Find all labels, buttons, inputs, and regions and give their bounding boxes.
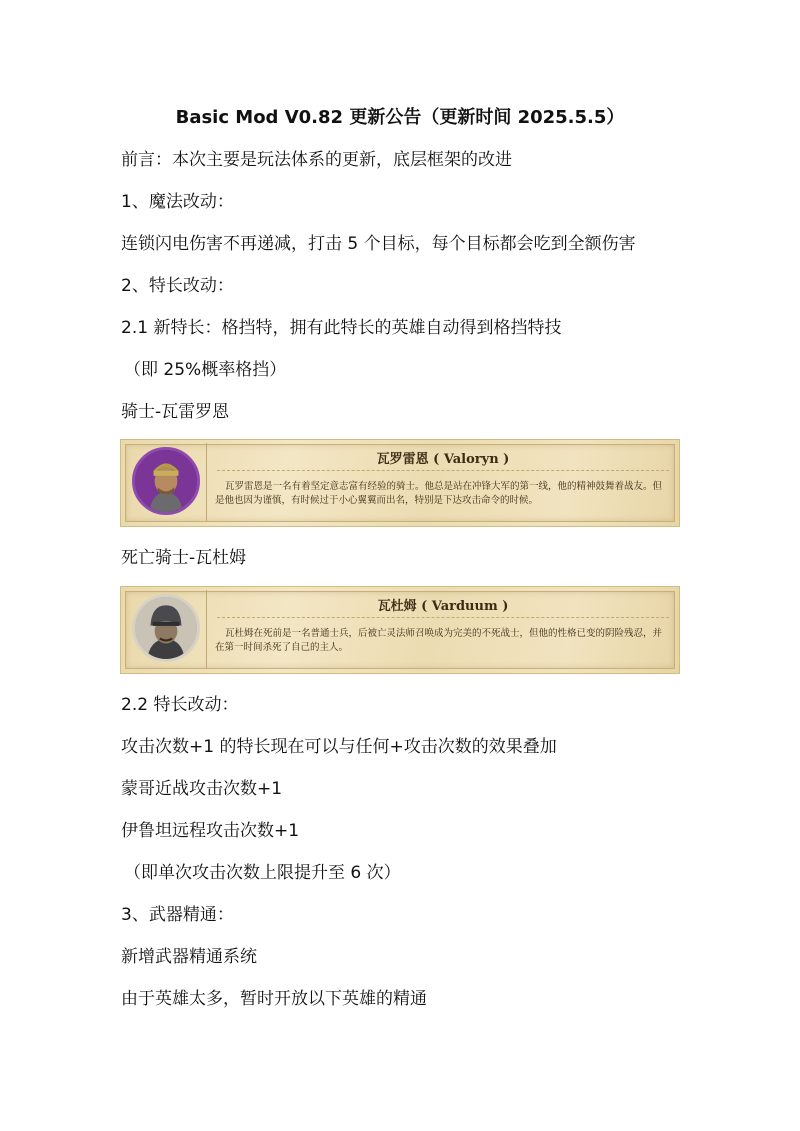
section-2-1-text: 2.1 新特长：格挡特，拥有此特长的英雄自动得到格挡特技 <box>121 318 562 338</box>
death-knight-label: 死亡骑士-瓦杜姆 <box>121 548 247 568</box>
hero-card-valoryn <box>120 439 680 527</box>
section-1-body: 连锁闪电伤害不再递减，打击 5 个目标，每个目标都会吃到全额伤害 <box>121 234 636 254</box>
divider <box>217 470 669 471</box>
mongo-text: 蒙哥近战攻击次数+1 <box>121 779 283 799</box>
section-2-2-note: （即单次攻击次数上限提升至 6 次） <box>124 863 401 883</box>
section-2-2-heading: 2.2 特长改动： <box>121 695 239 715</box>
divider <box>217 617 669 618</box>
death-knight-portrait-icon <box>132 594 200 662</box>
section-3-heading: 3、武器精通： <box>121 905 234 925</box>
portrait-frame <box>124 443 207 521</box>
hero-name: 瓦罗雷恩 ( Valoryn ) <box>376 452 510 467</box>
document-title: Basic Mod V0.82 更新公告（更新时间 2025.5.5） <box>175 107 625 128</box>
section-2-heading: 2、特长改动： <box>121 276 234 296</box>
section-2-2-body: 攻击次数+1 的特长现在可以与任何+攻击次数的效果叠加 <box>121 737 557 757</box>
section-2-1-note: （即 25%概率格挡） <box>124 360 287 380</box>
hero-name: 瓦杜姆 ( Varduum ) <box>377 599 509 614</box>
hero-card-varduum <box>120 586 680 674</box>
knight-portrait-icon <box>132 447 200 515</box>
section-1-heading: 1、魔法改动： <box>121 192 234 212</box>
hero-description: 瓦罗雷恩是一名有着坚定意志富有经验的骑士。他总是站在冲锋大军的第一线，他的精神鼓舞着战友。但是他也因为谨慎，有时候过于小心翼翼而出名，特别是下达攻击命令的时候。 <box>215 481 663 506</box>
iluta-text: 伊鲁坦远程攻击次数+1 <box>121 821 300 841</box>
hero-description: 瓦杜姆在死前是一名普通士兵，后被亡灵法师召唤成为完美的不死战士，但他的性格已变的阴险残忍，并在第一时间杀死了自己的主人。 <box>215 628 663 653</box>
preface-text: 前言：本次主要是玩法体系的更新，底层框架的改进 <box>121 150 512 170</box>
portrait-frame <box>124 590 207 668</box>
section-3-body: 新增武器精通系统 <box>121 947 257 967</box>
knight-label: 骑士-瓦雷罗恩 <box>121 402 230 422</box>
section-3-note: 由于英雄太多，暂时开放以下英雄的精通 <box>121 989 427 1009</box>
